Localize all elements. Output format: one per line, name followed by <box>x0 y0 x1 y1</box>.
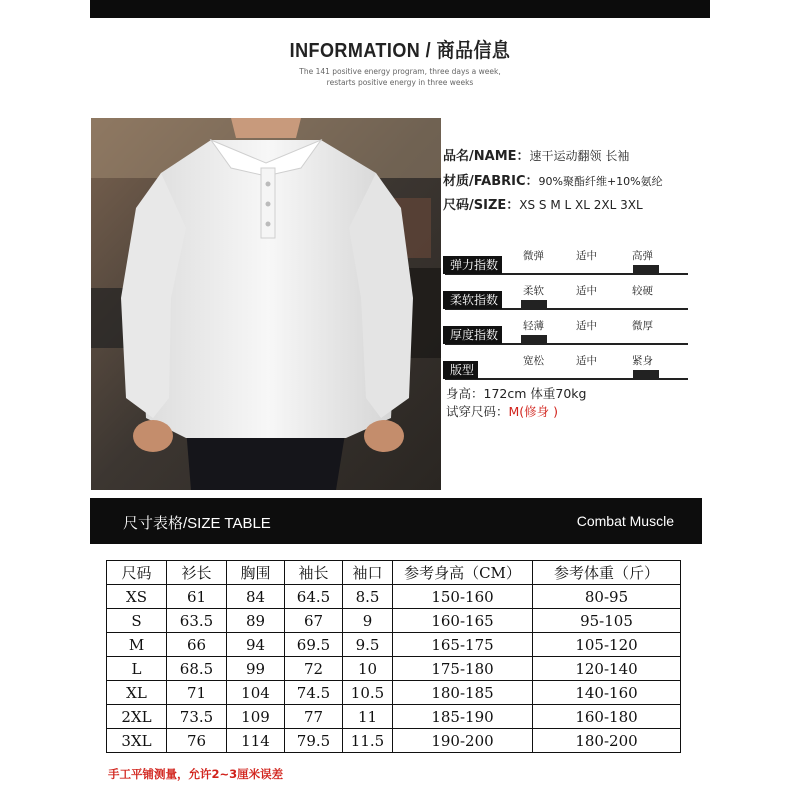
scale-line <box>445 378 688 380</box>
table-cell: 150-160 <box>393 585 533 609</box>
scale-selected-mark <box>521 300 547 308</box>
softness-scale <box>443 281 688 313</box>
table-cell: 77 <box>285 705 343 729</box>
section-subtitle <box>0 66 800 88</box>
table-cell: 64.5 <box>285 585 343 609</box>
table-cell: 74.5 <box>285 681 343 705</box>
table-cell: 9 <box>343 609 393 633</box>
trial-size-label: 试穿尺码： <box>446 404 509 419</box>
table-header-cell: 胸围 <box>227 561 285 585</box>
table-cell: 94 <box>227 633 285 657</box>
trial-size-value: M(修身 ) <box>508 404 559 419</box>
size-table <box>106 560 681 753</box>
table-row <box>107 585 681 609</box>
table-header-cell: 袖口 <box>343 561 393 585</box>
table-cell: 89 <box>227 609 285 633</box>
scale-option: 适中 <box>576 355 597 367</box>
stretch-scale <box>443 246 688 278</box>
table-header-cell: 衫长 <box>167 561 227 585</box>
table-cell: 72 <box>285 657 343 681</box>
table-row <box>107 729 681 753</box>
table-cell: 11.5 <box>343 729 393 753</box>
table-header-row <box>107 561 681 585</box>
table-cell: 109 <box>227 705 285 729</box>
table-cell: 68.5 <box>167 657 227 681</box>
thickness-scale <box>443 316 688 348</box>
fabric-label: 材质/FABRIC： <box>443 174 539 189</box>
table-cell: 84 <box>227 585 285 609</box>
table-cell: 10 <box>343 657 393 681</box>
product-size-row <box>443 194 643 213</box>
name-label: 品名/NAME： <box>443 149 530 164</box>
table-row <box>107 633 681 657</box>
table-cell: 9.5 <box>343 633 393 657</box>
table-cell: M <box>107 633 167 657</box>
table-cell: 165-175 <box>393 633 533 657</box>
size-table-banner <box>90 498 702 544</box>
table-cell: 71 <box>167 681 227 705</box>
banner-title: 尺寸表格/SIZE TABLE <box>123 515 271 532</box>
scale-option: 适中 <box>576 320 597 332</box>
table-cell: 11 <box>343 705 393 729</box>
table-cell: 69.5 <box>285 633 343 657</box>
table-cell: S <box>107 609 167 633</box>
table-cell: 160-180 <box>533 705 681 729</box>
table-cell: 120-140 <box>533 657 681 681</box>
scale-selected-mark <box>633 265 659 273</box>
table-cell: XS <box>107 585 167 609</box>
table-cell: 2XL <box>107 705 167 729</box>
table-header-cell: 参考身高（CM） <box>393 561 533 585</box>
table-cell: 76 <box>167 729 227 753</box>
size-value: XS S M L XL 2XL 3XL <box>519 198 643 212</box>
table-header-cell: 参考体重（斤） <box>533 561 681 585</box>
scale-option: 高弹 <box>632 250 653 262</box>
table-cell: XL <box>107 681 167 705</box>
scale-selected-mark <box>521 335 547 343</box>
scale-option: 紧身 <box>632 355 653 367</box>
product-fabric-row <box>443 170 663 189</box>
table-cell: 190-200 <box>393 729 533 753</box>
scale-option: 微厚 <box>632 320 653 332</box>
table-cell: 99 <box>227 657 285 681</box>
fit-scale <box>443 351 688 383</box>
scale-option: 柔软 <box>523 285 544 297</box>
table-header-cell: 尺码 <box>107 561 167 585</box>
table-cell: 160-165 <box>393 609 533 633</box>
scale-option: 适中 <box>576 285 597 297</box>
table-cell: 104 <box>227 681 285 705</box>
fabric-value: 90%聚酯纤维+10%氨纶 <box>538 175 663 188</box>
scale-label: 弹力指数 <box>443 256 502 274</box>
top-black-bar <box>90 0 710 18</box>
table-row <box>107 705 681 729</box>
scale-label: 版型 <box>443 361 478 379</box>
table-cell: 175-180 <box>393 657 533 681</box>
scale-option: 宽松 <box>523 355 544 367</box>
section-title: INFORMATION / 商品信息 <box>289 40 511 62</box>
model-wearing-shirt-image <box>91 118 441 490</box>
model-measurements: 身高：172cm 体重70kg <box>446 386 587 401</box>
scale-label: 柔软指数 <box>443 291 502 309</box>
table-cell: L <box>107 657 167 681</box>
subtitle-line-1: The 141 positive energy program, three days a week, <box>299 67 501 76</box>
product-photo <box>91 118 441 490</box>
table-cell: 180-185 <box>393 681 533 705</box>
table-cell: 79.5 <box>285 729 343 753</box>
subtitle-line-2: restarts positive energy in three weeks <box>326 78 474 87</box>
table-cell: 185-190 <box>393 705 533 729</box>
table-row <box>107 681 681 705</box>
scale-option: 轻薄 <box>523 320 544 332</box>
table-row <box>107 657 681 681</box>
table-cell: 114 <box>227 729 285 753</box>
trial-size-row <box>446 402 558 420</box>
table-cell: 63.5 <box>167 609 227 633</box>
table-cell: 105-120 <box>533 633 681 657</box>
table-row <box>107 609 681 633</box>
table-cell: 67 <box>285 609 343 633</box>
table-cell: 95-105 <box>533 609 681 633</box>
scale-option: 适中 <box>576 250 597 262</box>
scale-option: 微弹 <box>523 250 544 262</box>
table-cell: 180-200 <box>533 729 681 753</box>
scale-selected-mark <box>633 370 659 378</box>
table-cell: 66 <box>167 633 227 657</box>
table-cell: 73.5 <box>167 705 227 729</box>
name-value: 速干运动翻领 长袖 <box>529 149 630 163</box>
size-label: 尺码/SIZE： <box>443 198 520 213</box>
table-cell: 61 <box>167 585 227 609</box>
banner-brand: Combat Muscle <box>576 513 674 529</box>
table-cell: 80-95 <box>533 585 681 609</box>
table-cell: 8.5 <box>343 585 393 609</box>
scale-label: 厚度指数 <box>443 326 502 344</box>
table-cell: 10.5 <box>343 681 393 705</box>
table-cell: 3XL <box>107 729 167 753</box>
product-name-row <box>443 145 629 164</box>
measurement-note: 手工平铺测量，允许2~3厘米误差 <box>108 767 284 781</box>
table-header-cell: 袖长 <box>285 561 343 585</box>
scale-option: 较硬 <box>632 285 653 297</box>
table-cell: 140-160 <box>533 681 681 705</box>
